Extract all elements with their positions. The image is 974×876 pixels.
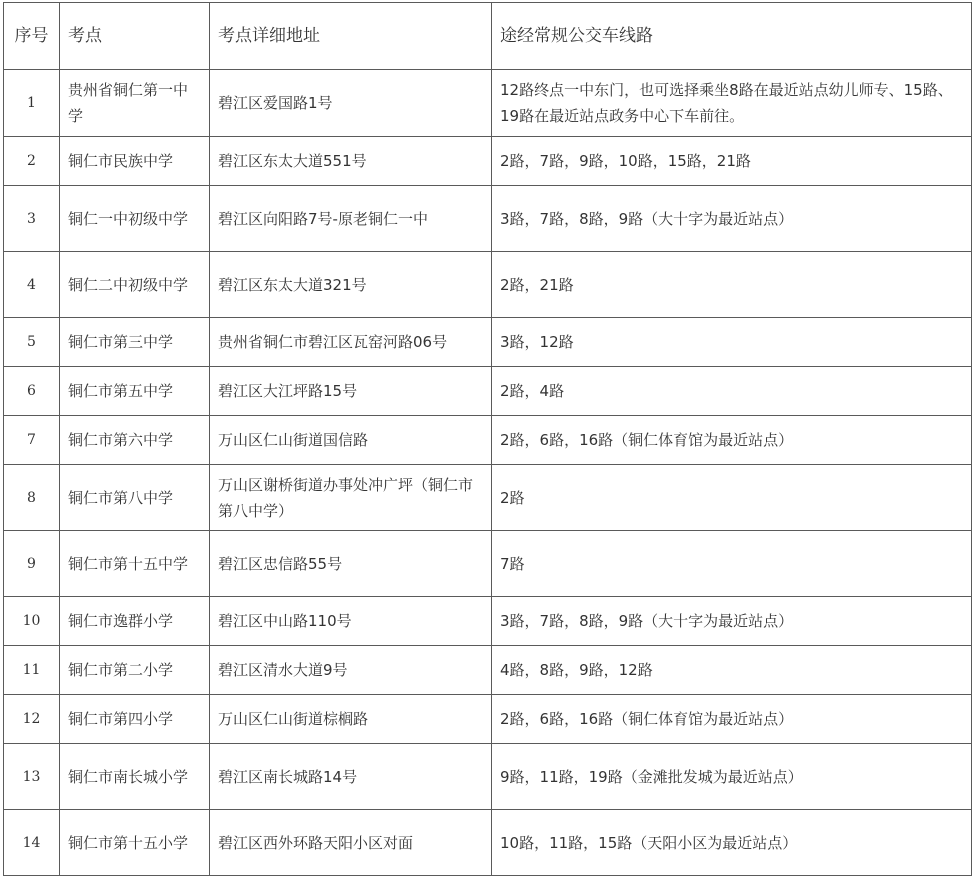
row-routes: 2路，6路，16路（铜仁体育馆为最近站点） <box>492 416 972 465</box>
row-address: 万山区谢桥街道办事处冲广坪（铜仁市第八中学） <box>210 465 492 531</box>
row-no: 12 <box>4 695 60 744</box>
header-address: 考点详细地址 <box>210 3 492 70</box>
table-row <box>4 318 972 367</box>
row-routes: 4路，8路，9路，12路 <box>492 646 972 695</box>
row-site: 铜仁市第十五中学 <box>60 531 210 597</box>
row-no: 2 <box>4 137 60 186</box>
row-no: 1 <box>4 70 60 137</box>
table-row <box>4 416 972 465</box>
row-no: 7 <box>4 416 60 465</box>
row-address: 碧江区东太大道551号 <box>210 137 492 186</box>
row-routes: 10路，11路，15路（天阳小区为最近站点） <box>492 810 972 876</box>
row-site: 铜仁市第四小学 <box>60 695 210 744</box>
row-site: 铜仁市第二小学 <box>60 646 210 695</box>
table-row <box>4 695 972 744</box>
row-site: 铜仁市南长城小学 <box>60 744 210 810</box>
row-routes: 2路，4路 <box>492 367 972 416</box>
row-no: 10 <box>4 597 60 646</box>
row-site: 铜仁市第三中学 <box>60 318 210 367</box>
row-address: 万山区仁山街道棕榈路 <box>210 695 492 744</box>
row-routes: 2路，7路，9路，10路，15路，21路 <box>492 137 972 186</box>
table-row <box>4 531 972 597</box>
header-routes: 途经常规公交车线路 <box>492 3 972 70</box>
row-site: 铜仁市逸群小学 <box>60 597 210 646</box>
row-routes: 7路 <box>492 531 972 597</box>
row-site: 铜仁市民族中学 <box>60 137 210 186</box>
row-address: 碧江区向阳路7号-原老铜仁一中 <box>210 186 492 252</box>
row-routes: 2路 <box>492 465 972 531</box>
row-no: 9 <box>4 531 60 597</box>
row-no: 6 <box>4 367 60 416</box>
row-site: 铜仁市第八中学 <box>60 465 210 531</box>
header-no: 序号 <box>4 3 60 70</box>
table-row <box>4 367 972 416</box>
table-row <box>4 186 972 252</box>
row-site: 铜仁市第五中学 <box>60 367 210 416</box>
row-routes: 3路，12路 <box>492 318 972 367</box>
row-routes: 2路，6路，16路（铜仁体育馆为最近站点） <box>492 695 972 744</box>
row-routes: 3路，7路，8路，9路（大十字为最近站点） <box>492 597 972 646</box>
row-no: 5 <box>4 318 60 367</box>
row-address: 碧江区西外环路天阳小区对面 <box>210 810 492 876</box>
row-routes: 12路终点一中东门，也可选择乘坐8路在最近站点幼儿师专、15路、19路在最近站点政务中心下车前往。 <box>492 70 972 137</box>
table-row <box>4 465 972 531</box>
row-address: 碧江区清水大道9号 <box>210 646 492 695</box>
row-site: 铜仁市第十五小学 <box>60 810 210 876</box>
table-row <box>4 597 972 646</box>
row-address: 碧江区忠信路55号 <box>210 531 492 597</box>
row-address: 碧江区东太大道321号 <box>210 252 492 318</box>
row-no: 14 <box>4 810 60 876</box>
row-address: 碧江区大江坪路15号 <box>210 367 492 416</box>
row-routes: 9路，11路，19路（金滩批发城为最近站点） <box>492 744 972 810</box>
table-row <box>4 646 972 695</box>
row-routes: 2路，21路 <box>492 252 972 318</box>
row-site: 铜仁一中初级中学 <box>60 186 210 252</box>
row-no: 11 <box>4 646 60 695</box>
row-no: 13 <box>4 744 60 810</box>
row-site: 铜仁市第六中学 <box>60 416 210 465</box>
row-address: 碧江区爱国路1号 <box>210 70 492 137</box>
table-row <box>4 810 972 876</box>
row-address: 万山区仁山街道国信路 <box>210 416 492 465</box>
table-row <box>4 252 972 318</box>
row-routes: 3路，7路，8路，9路（大十字为最近站点） <box>492 186 972 252</box>
table-row <box>4 744 972 810</box>
row-site: 贵州省铜仁第一中学 <box>60 70 210 137</box>
row-no: 8 <box>4 465 60 531</box>
row-no: 3 <box>4 186 60 252</box>
table-row <box>4 137 972 186</box>
row-address: 碧江区中山路110号 <box>210 597 492 646</box>
bus-routes-table <box>3 2 972 876</box>
row-no: 4 <box>4 252 60 318</box>
row-address: 贵州省铜仁市碧江区瓦窑河路06号 <box>210 318 492 367</box>
row-site: 铜仁二中初级中学 <box>60 252 210 318</box>
header-site: 考点 <box>60 3 210 70</box>
row-address: 碧江区南长城路14号 <box>210 744 492 810</box>
table-row <box>4 70 972 137</box>
header-row <box>4 3 972 70</box>
